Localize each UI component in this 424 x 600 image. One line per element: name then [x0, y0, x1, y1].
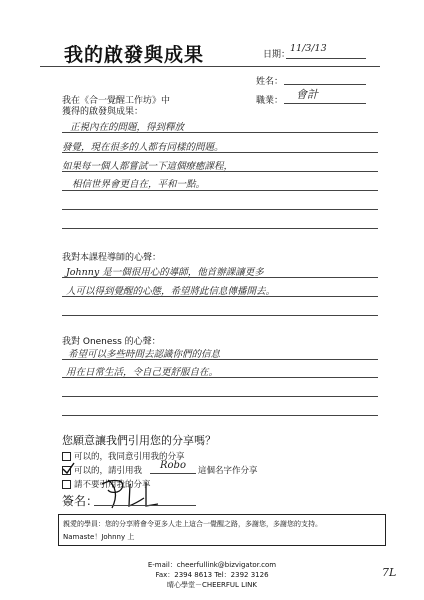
- share-option-checkbox[interactable]: [62, 480, 71, 489]
- share-question: 您願意讓我們引用您的分享嗎？: [62, 434, 216, 447]
- share-name-field-line[interactable]: [150, 473, 196, 474]
- signature-line[interactable]: [94, 505, 196, 506]
- answer-line: [62, 209, 378, 210]
- thanks-message: 親愛的學員：您的分享將會令更多人走上這合一覺醒之路，多謝您，多謝您的支持。: [63, 520, 322, 528]
- page-mark: 7L: [382, 566, 397, 579]
- share-option-label: 請不要引用我的分享: [74, 480, 151, 490]
- date-value: 11/3/13: [290, 43, 327, 54]
- footer-org: 晴心學堂－CHEERFUL LINK: [167, 581, 257, 589]
- section1-answer-line: 正視內在的問題，得到釋放: [70, 122, 185, 133]
- thanks-signoff: Namaste！Johnny 上: [63, 533, 135, 541]
- share-option-checkbox[interactable]: [62, 452, 71, 461]
- share-name-value: Robo: [160, 460, 186, 471]
- answer-line: [62, 315, 378, 316]
- section2-question: 我對本課程導師的心聲：: [62, 253, 162, 263]
- answer-line: [62, 359, 378, 360]
- answer-line: [62, 296, 378, 297]
- signature-label: 簽名：: [62, 494, 99, 508]
- page-title: 我的啟發與成果: [64, 44, 205, 66]
- share-option-label: 可以的，請引用我: [74, 466, 143, 476]
- date-field-line: [286, 58, 366, 59]
- section1-answer-line: 如果每一個人都嘗試一下這個療癒課程，: [62, 161, 234, 172]
- answer-line: [62, 415, 378, 416]
- section1-intro: 我在《合一覺醒工作坊》中: [62, 96, 171, 106]
- section2-answer-line: 人可以得到覺醒的心態，希望將此信息傳播開去。: [66, 286, 276, 297]
- answer-line: [62, 152, 378, 153]
- section3-question: 我對 Oneness 的心聲：: [62, 337, 161, 347]
- footer-phone: Fax：2394 8613 Tel：2392 3126: [155, 571, 269, 579]
- date-label: 日期：: [263, 50, 291, 60]
- name-label: 姓名：: [256, 77, 284, 87]
- section2-answer-line: Johnny 是一個很用心的導師，他首辦課讓更多: [66, 267, 264, 278]
- section1-answer-line: 相信世界會更自在，平和一點。: [72, 179, 206, 190]
- answer-line: [62, 190, 378, 191]
- job-value: 會計: [296, 88, 318, 101]
- job-field-line[interactable]: [284, 103, 366, 104]
- answer-line: [62, 396, 378, 397]
- share-option-label: 這個名字作分享: [198, 466, 258, 476]
- answer-line: [62, 228, 378, 229]
- section3-answer-line: 希望可以多些時間去認識你們的信息: [68, 349, 221, 360]
- answer-line: [62, 277, 378, 278]
- title-underline: [40, 66, 380, 67]
- name-field-line[interactable]: [284, 84, 366, 85]
- section1-question: 獲得的啟發與成果：: [62, 107, 144, 117]
- answer-line: [62, 377, 378, 378]
- thanks-box: [58, 514, 386, 546]
- answer-line: [62, 132, 378, 133]
- share-option-label: 可以的，我同意引用我的分享: [74, 452, 185, 462]
- job-label: 職業：: [256, 96, 284, 106]
- section3-answer-line: 用在日常生活，令自己更舒服自在。: [66, 367, 219, 378]
- footer-email: E-mail：cheerfullink@bizvigator.com: [147, 561, 277, 569]
- section1-answer-line: 發覺，現在很多的人都有同樣的問題。: [62, 142, 224, 153]
- answer-line: [62, 171, 378, 172]
